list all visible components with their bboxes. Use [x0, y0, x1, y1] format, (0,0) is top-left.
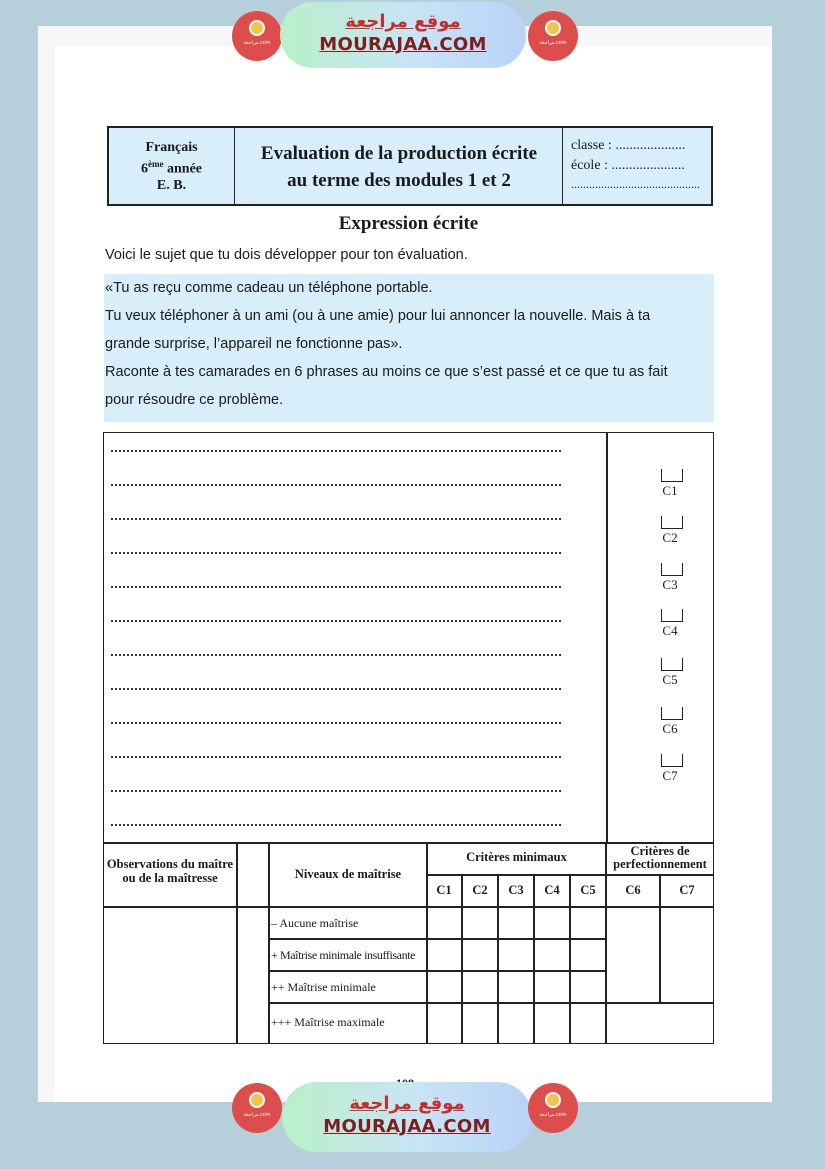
writing-line[interactable]: [111, 552, 561, 554]
brand-logo-right-bottom[interactable]: مراجعة.com: [528, 1083, 578, 1133]
criterion-check-c5[interactable]: C5: [658, 658, 682, 688]
min-col-c5: C5: [580, 883, 596, 897]
logo-icon: [249, 20, 265, 36]
min-col-c4: C4: [544, 883, 560, 897]
writing-line[interactable]: [111, 586, 561, 588]
grid-hline: [269, 970, 606, 972]
grid-vline: [461, 874, 463, 1044]
classe-field[interactable]: classe : ....................: [571, 138, 686, 153]
subject-box: «Tu as reçu comme cadeau un téléphone portable. Tu veux téléphoner à un ami (ou à une amie) pour lui annoncer la nouvelle. Mais à ta grande surprise, l’appareil ne fonctionne pas». Raconte à tes camarades en 6 phrases au moins ce que s’est passé et ce que tu as fait pour résoudre ce problème.: [104, 274, 714, 422]
header-title-cell: Evaluation de la production écrite au terme des modules 1 et 2: [236, 128, 563, 204]
grid-hline: [427, 874, 714, 876]
grid-vline: [426, 842, 428, 1044]
level-row: +++ Maîtrise maximale: [271, 1015, 385, 1029]
min-col-c3: C3: [508, 883, 524, 897]
brand-banner-top[interactable]: [280, 2, 526, 68]
intro-text: Voici le sujet que tu dois développer pour ton évaluation.: [105, 247, 468, 263]
min-col-c2: C2: [472, 883, 488, 897]
criterion-check-c7[interactable]: C7: [658, 754, 682, 784]
writing-line[interactable]: [111, 620, 561, 622]
writing-line[interactable]: [111, 450, 561, 452]
ecole-field[interactable]: école : .....................: [571, 158, 685, 173]
grid-hline: [269, 938, 606, 940]
levels-header: Niveaux de maîtrise: [294, 867, 402, 881]
header-table: [107, 126, 713, 206]
writing-line[interactable]: [111, 484, 561, 486]
grid-hline: [103, 906, 714, 908]
level-row: – Aucune maîtrise: [271, 916, 359, 930]
brand-latin: MOURAJAA.COM: [323, 1116, 491, 1137]
logo-icon: [545, 20, 561, 36]
brand-arabic: موقع مراجعة: [349, 1093, 465, 1114]
brand-banner-bottom[interactable]: [282, 1082, 532, 1152]
writing-line[interactable]: [111, 824, 561, 826]
logo-icon: [249, 1092, 265, 1108]
criterion-check-c1[interactable]: C1: [658, 469, 682, 499]
writing-line[interactable]: [111, 790, 561, 792]
observations-header: Observations du maître ou de la maîtresse: [106, 857, 234, 885]
level-row: + Maîtrise minimale insuffisante: [271, 948, 416, 962]
writing-divider: [606, 433, 608, 843]
brand-latin: MOURAJAA.COM: [319, 34, 487, 55]
header-info-cell: [571, 136, 709, 192]
grid-hline: [269, 1002, 714, 1004]
header-subject-cell: Français 6ème année E. B.: [109, 128, 235, 204]
grid-vline: [533, 874, 535, 1044]
grid-vline: [497, 874, 499, 1044]
grid-hline: [103, 842, 714, 844]
section-title: Expression écrite: [338, 213, 479, 234]
min-criteria-header: Critères minimaux: [466, 850, 567, 864]
perf-col-c7: C7: [679, 883, 695, 897]
brand-logo-right-top[interactable]: مراجعة.com: [528, 11, 578, 61]
grid-vline: [569, 874, 571, 1044]
level-row: ++ Maîtrise minimale: [271, 980, 376, 994]
perf-criteria-header: Critères de perfectionnement: [613, 844, 707, 871]
writing-line[interactable]: [111, 756, 561, 758]
writing-line[interactable]: [111, 654, 561, 656]
grid-vline: [605, 842, 607, 1044]
writing-line[interactable]: [111, 722, 561, 724]
brand-logo-left-top[interactable]: مراجعة.com: [232, 11, 282, 61]
ecole-blank-line[interactable]: ...........................................: [571, 177, 700, 191]
criterion-check-c3[interactable]: C3: [658, 563, 682, 593]
grid-vline: [236, 842, 238, 1044]
criterion-check-c4[interactable]: C4: [658, 609, 682, 639]
criterion-check-c2[interactable]: C2: [658, 516, 682, 546]
writing-line[interactable]: [111, 688, 561, 690]
criterion-check-c6[interactable]: C6: [658, 707, 682, 737]
writing-line[interactable]: [111, 518, 561, 520]
logo-icon: [545, 1092, 561, 1108]
brand-logo-left-bottom[interactable]: مراجعة.com: [232, 1083, 282, 1133]
perf-col-c6: C6: [625, 883, 641, 897]
brand-arabic: موقع مراجعة: [345, 11, 461, 32]
min-col-c1: C1: [436, 883, 452, 897]
